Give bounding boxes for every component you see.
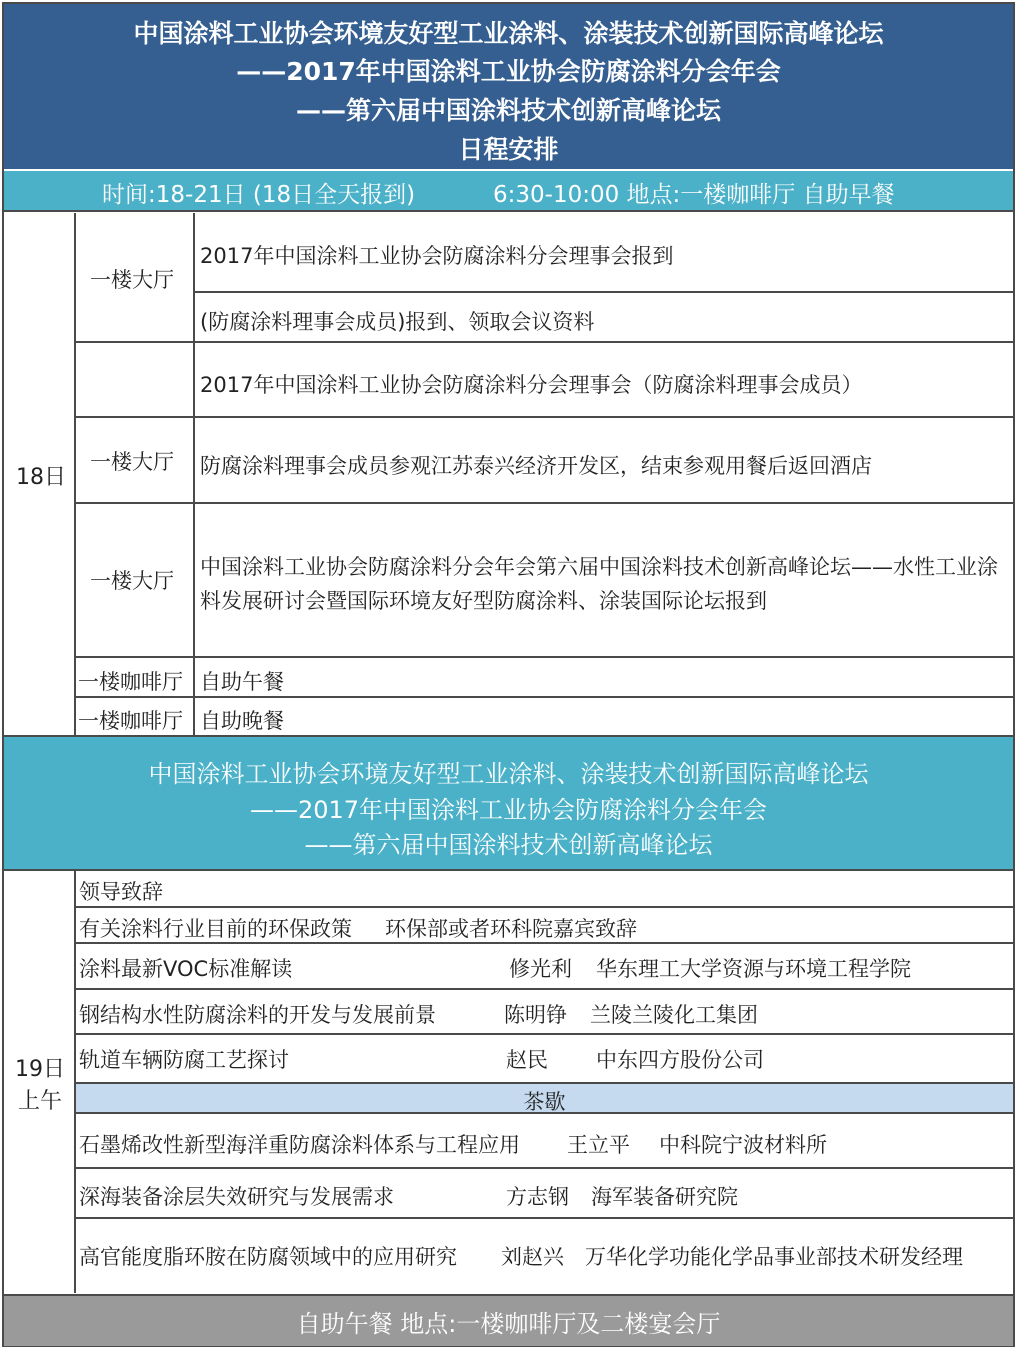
- time-bar: [4, 171, 1013, 212]
- time-bar-breakfast: 6:30-10:00 地点:一楼咖啡厅 自助早餐: [493, 182, 895, 208]
- agenda-speaker: 环保部或者环科院嘉宾致辞: [385, 917, 637, 941]
- location-cell: [76, 698, 195, 735]
- agenda-topic: 有关涂料行业目前的环保政策: [79, 917, 352, 941]
- agenda-topic: 轨道车辆防腐工艺探讨: [79, 1048, 289, 1072]
- agenda-topic: 石墨烯改性新型海洋重防腐涂料体系与工程应用: [79, 1133, 520, 1157]
- location-label: 一楼咖啡厅: [78, 709, 183, 733]
- agenda-topic: 高官能度脂环胺在防腐领域中的应用研究: [79, 1245, 457, 1269]
- agenda-speaker: 陈明铮: [504, 1003, 567, 1027]
- day-19-label-cell: [4, 871, 76, 1293]
- agenda-row: [76, 871, 1013, 908]
- header-title-line4: 日程安排: [458, 135, 559, 164]
- agenda-row: [76, 990, 1013, 1035]
- location-cell: [76, 418, 195, 504]
- banner-line3: ——第六届中国涂料技术创新高峰论坛: [304, 831, 713, 859]
- agenda-speaker: 修光利: [509, 957, 572, 981]
- location-label: 一楼咖啡厅: [78, 670, 183, 694]
- location-cell: [76, 213, 195, 343]
- schedule-item-text: 2017年中国涂料工业协会防腐涂料分会理事会报到: [200, 244, 674, 268]
- schedule-item-text: (防腐涂料理事会成员)报到、领取会议资料: [200, 310, 595, 334]
- agenda-topic: 深海装备涂层失效研究与发展需求: [79, 1185, 394, 1209]
- day-19-period: 上午: [17, 1089, 62, 1114]
- schedule-item: [195, 698, 1013, 735]
- schedule-item-text: 自助午餐: [200, 670, 284, 694]
- agenda-organization: 华东理工大学资源与环境工程学院: [596, 957, 911, 981]
- schedule-item-text: 自助晚餐: [200, 709, 284, 733]
- schedule-item: [195, 418, 1013, 504]
- day-18-label-cell: [4, 213, 76, 735]
- tea-break-row: [76, 1084, 1013, 1114]
- agenda-topic: 涂料最新VOC标准解读: [79, 957, 293, 981]
- agenda-organization: 万华化学功能化学品事业部技术研发经理: [585, 1245, 963, 1269]
- agenda-organization: 兰陵兰陵化工集团: [590, 1003, 758, 1027]
- header-title-line3: ——第六届中国涂料技术创新高峰论坛: [295, 96, 721, 125]
- agenda-row: [76, 1035, 1013, 1084]
- schedule-header: [4, 4, 1013, 169]
- agenda-row: [76, 1114, 1013, 1169]
- location-label: 一楼大厅: [90, 450, 174, 474]
- day-18-label: 18日: [16, 465, 66, 490]
- footer-text: 自助午餐 地点:一楼咖啡厅及二楼宴会厅: [296, 1310, 721, 1338]
- header-title-line1: 中国涂料工业协会环境友好型工业涂料、涂装技术创新国际高峰论坛: [133, 19, 884, 48]
- agenda-row: [76, 1219, 1013, 1294]
- schedule-item: [195, 343, 1013, 418]
- schedule-item: [195, 293, 1013, 343]
- location-cell: [76, 658, 195, 698]
- agenda-speaker: 方志钢: [506, 1185, 569, 1209]
- agenda-topic: 领导致辞: [79, 880, 163, 904]
- agenda-speaker: 赵民: [506, 1048, 548, 1072]
- location-label: 一楼大厅: [90, 268, 174, 292]
- location-cell: [76, 343, 195, 418]
- schedule-item: [195, 658, 1013, 698]
- agenda-row: [76, 1169, 1013, 1219]
- forum-banner: [4, 735, 1013, 871]
- tea-break-label: 茶歇: [523, 1090, 566, 1114]
- agenda-topic: 钢结构水性防腐涂料的开发与发展前景: [79, 1003, 436, 1027]
- agenda-organization: 中东四方股份公司: [596, 1048, 764, 1072]
- banner-line2: ——2017年中国涂料工业协会防腐涂料分会年会: [249, 796, 768, 824]
- header-title-line2: ——2017年中国涂料工业协会防腐涂料分会年会: [236, 57, 781, 86]
- location-label: 一楼大厅: [90, 569, 174, 593]
- agenda-row: [76, 944, 1013, 990]
- agenda-speaker: 刘赵兴: [501, 1245, 564, 1269]
- schedule-item: [195, 504, 1013, 658]
- agenda-row: [76, 908, 1013, 944]
- schedule-item-text: 防腐涂料理事会成员参观江苏泰兴经济开发区，结束参观用餐后返回酒店: [200, 454, 872, 478]
- schedule-item-text: 2017年中国涂料工业协会防腐涂料分会理事会（防腐涂料理事会成员）: [200, 373, 863, 397]
- lunch-footer: [4, 1294, 1013, 1346]
- banner-line1: 中国涂料工业协会环境友好型工业涂料、涂装技术创新国际高峰论坛: [148, 760, 869, 788]
- schedule-item: [195, 213, 1013, 293]
- agenda-organization: 海军装备研究院: [591, 1185, 738, 1209]
- day-19-label: 19日: [15, 1057, 65, 1082]
- location-cell: [76, 504, 195, 658]
- agenda-speaker: 王立平: [567, 1133, 630, 1157]
- schedule-item-text: 中国涂料工业协会防腐涂料分会年会第六届中国涂料技术创新高峰论坛——水性工业涂料发展研讨会暨国际环境友好型防腐涂料、涂装国际论坛报到: [200, 555, 998, 613]
- agenda-organization: 中科院宁波材料所: [659, 1133, 827, 1157]
- time-bar-dates: 时间:18-21日 (18日全天报到): [102, 182, 416, 208]
